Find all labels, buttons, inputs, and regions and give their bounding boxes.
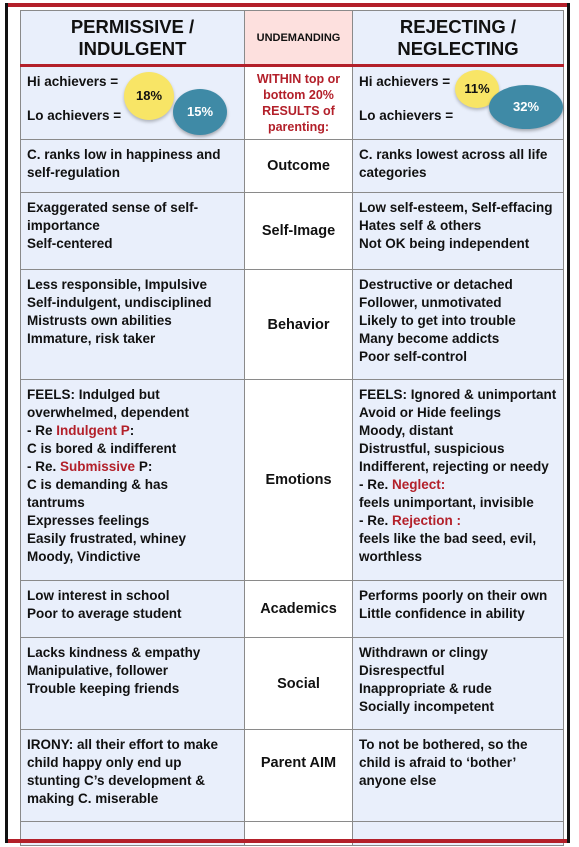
social-label: Social — [245, 638, 353, 730]
footer-middle — [245, 822, 353, 846]
within-line-2: bottom 20% — [263, 88, 334, 102]
header-left-line1: PERMISSIVE / — [70, 15, 195, 37]
text-fragment: - Re. — [359, 513, 393, 528]
text-line: categories — [359, 165, 427, 180]
text-line: self-regulation — [27, 165, 121, 180]
text-line: Hates self & others — [359, 218, 482, 233]
academics-row — [21, 581, 564, 638]
text-line: child is afraid to ‘bother’ — [359, 755, 517, 770]
text-line: Expresses feelings — [27, 513, 150, 528]
text-line: Little confidence in ability — [359, 606, 525, 621]
outcome-label: Outcome — [245, 140, 353, 193]
text-line — [359, 512, 559, 530]
empty-footer-row — [21, 822, 564, 846]
header-rejecting — [353, 11, 564, 66]
behavior-row — [21, 270, 564, 380]
emotions-right — [353, 380, 564, 581]
text-line: Many become addicts — [359, 331, 500, 346]
text-line: Inappropriate & rude — [359, 681, 492, 696]
self-image-left — [21, 193, 245, 270]
text-line: anyone else — [359, 773, 437, 788]
text-line: IRONY: all their effort to make — [27, 737, 219, 752]
header-row — [21, 11, 564, 66]
indulgent-highlight: Indulgent P — [56, 423, 130, 438]
emotions-row — [21, 380, 564, 581]
text-line: feels like the bad seed, evil, — [359, 531, 537, 546]
behavior-left — [21, 270, 245, 380]
text-line: C is bored & indifferent — [27, 441, 177, 456]
text-line: Indifferent, rejecting or needy — [359, 459, 549, 474]
outcome-row — [21, 140, 564, 193]
within-line-3: RESULTS of — [262, 104, 335, 118]
text-line: tantrums — [27, 495, 85, 510]
emotions-label: Emotions — [245, 380, 353, 581]
parent-aim-row — [21, 730, 564, 822]
text-fragment: - Re. — [27, 459, 61, 474]
self-image-row — [21, 193, 564, 270]
footer-right — [353, 822, 564, 846]
text-line: Exaggerated sense of self- — [27, 200, 199, 215]
document-frame — [5, 3, 570, 843]
achievers-middle-cell — [245, 66, 353, 140]
text-fragment: - Re — [27, 423, 57, 438]
lo-achievers-bubble-left — [173, 89, 227, 135]
achievers-row — [21, 66, 564, 140]
academics-right — [353, 581, 564, 638]
text-line: C. ranks low in happiness and — [27, 147, 221, 162]
academics-label: Academics — [245, 581, 353, 638]
footer-left — [21, 822, 245, 846]
social-left — [21, 638, 245, 730]
within-line-4: parenting: — [267, 120, 330, 134]
text-line: Self-indulgent, undisciplined — [27, 295, 212, 310]
text-line: Avoid or Hide feelings — [359, 405, 502, 420]
submissive-highlight: Submissive — [60, 459, 136, 474]
header-undemanding — [245, 11, 353, 66]
text-line: Not OK being independent — [359, 236, 530, 251]
text-line — [27, 422, 240, 440]
text-line: Disrespectful — [359, 663, 445, 678]
text-line: stunting C’s development & — [27, 773, 206, 788]
text-line: Easily frustrated, whiney — [27, 531, 187, 546]
text-fragment: - Re. — [359, 477, 393, 492]
text-fragment: : — [129, 423, 135, 438]
text-line: Manipulative, follower — [27, 663, 169, 678]
text-line: Low interest in school — [27, 588, 170, 603]
text-line: Likely to get into trouble — [359, 313, 516, 328]
lo-achievers-value-right: 32% — [512, 99, 540, 114]
text-line: Self-centered — [27, 236, 113, 251]
parent-aim-left — [21, 730, 245, 822]
text-line: feels unimportant, invisible — [359, 495, 534, 510]
text-line: Mistrusts own abilities — [27, 313, 172, 328]
text-line — [27, 458, 240, 476]
lo-achievers-label-right: Lo achievers = — [359, 108, 454, 123]
text-line: Trouble keeping friends — [27, 681, 180, 696]
parent-aim-right — [353, 730, 564, 822]
social-row — [21, 638, 564, 730]
text-line: C is demanding & has — [27, 477, 169, 492]
lo-achievers-bubble-right — [489, 85, 563, 129]
parent-aim-label: Parent AIM — [245, 730, 353, 822]
text-line: Poor to average student — [27, 606, 182, 621]
text-line — [359, 476, 559, 494]
header-right-line2: NEGLECTING — [397, 37, 519, 59]
text-line: making C. miserable — [27, 791, 159, 806]
lo-achievers-value-left: 15% — [186, 104, 214, 119]
neglect-highlight: Neglect: — [392, 477, 446, 492]
text-line: To not be bothered, so the — [359, 737, 528, 752]
header-right-line1: REJECTING / — [399, 15, 517, 37]
text-line: importance — [27, 218, 100, 233]
text-line: Follower, unmotivated — [359, 295, 502, 310]
text-line: overwhelmed, dependent — [27, 405, 190, 420]
outcome-left — [21, 140, 245, 193]
parenting-styles-table — [20, 10, 564, 846]
text-fragment: P: — [135, 459, 153, 474]
header-left-line2: INDULGENT — [78, 37, 187, 59]
text-line: Withdrawn or clingy — [359, 645, 488, 660]
achievers-left-cell — [21, 66, 245, 140]
behavior-label: Behavior — [245, 270, 353, 380]
academics-left — [21, 581, 245, 638]
hi-achievers-label: Hi achievers = — [27, 74, 119, 89]
emotions-left — [21, 380, 245, 581]
achievers-right-cell — [353, 66, 564, 140]
text-line: Performs poorly on their own — [359, 588, 548, 603]
text-line: Poor self-control — [359, 349, 468, 364]
text-line: Destructive or detached — [359, 277, 513, 292]
text-line: Distrustful, suspicious — [359, 441, 505, 456]
self-image-right — [353, 193, 564, 270]
self-image-label: Self-Image — [245, 193, 353, 270]
outcome-right — [353, 140, 564, 193]
header-permissive — [21, 11, 245, 66]
hi-achievers-value-right: 11% — [464, 81, 490, 96]
text-line: Moody, Vindictive — [27, 549, 141, 564]
text-line: FEELS: Ignored & unimportant — [359, 387, 557, 402]
hi-achievers-bubble-left — [124, 72, 174, 120]
social-right — [353, 638, 564, 730]
text-line: child happy only end up — [27, 755, 182, 770]
behavior-right — [353, 270, 564, 380]
text-line: Immature, risk taker — [27, 331, 156, 346]
text-line: C. ranks lowest across all life — [359, 147, 548, 162]
text-line: worthless — [359, 549, 423, 564]
lo-achievers-label: Lo achievers = — [27, 108, 122, 123]
hi-achievers-value-left: 18% — [135, 88, 163, 103]
hi-achievers-label-right: Hi achievers = — [359, 74, 451, 89]
text-line: Lacks kindness & empathy — [27, 645, 201, 660]
text-line: FEELS: Indulged but — [27, 387, 160, 402]
within-line-1: WITHIN top or — [256, 72, 341, 86]
rejection-highlight: Rejection : — [392, 513, 462, 528]
header-middle-label: UNDEMANDING — [256, 32, 341, 44]
text-line: Moody, distant — [359, 423, 454, 438]
text-line: Socially incompetent — [359, 699, 495, 714]
text-line: Low self-esteem, Self-effacing — [359, 200, 553, 215]
text-line: Less responsible, Impulsive — [27, 277, 208, 292]
